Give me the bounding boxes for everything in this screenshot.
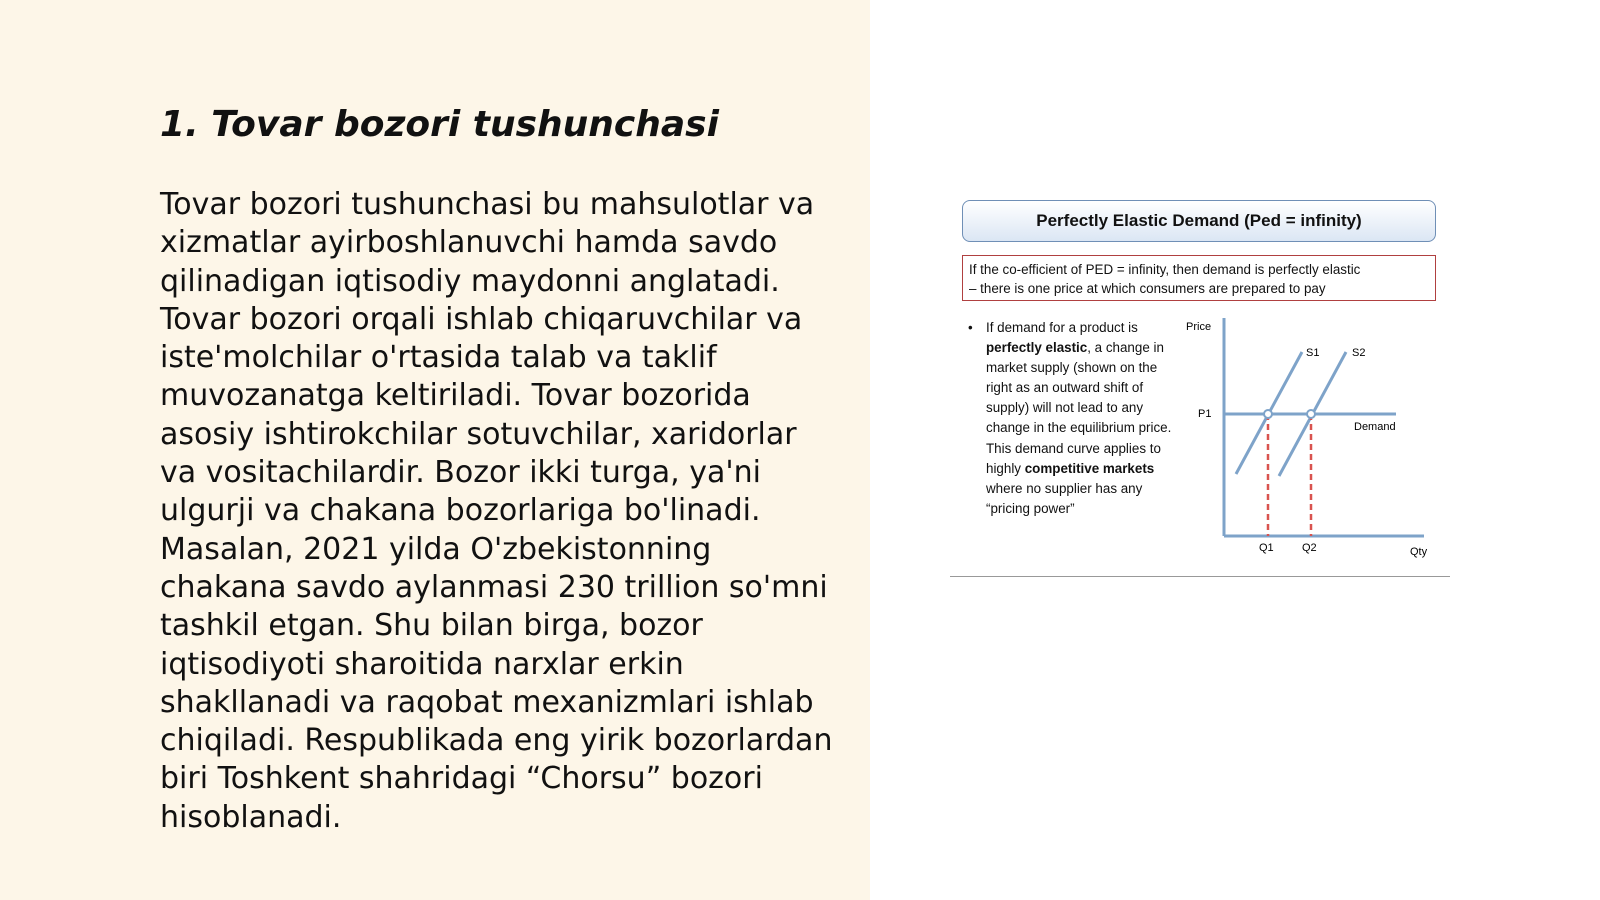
bullet-text-1: If demand for a product is [986,320,1138,335]
bullet-text [986,318,1176,519]
s2-label: S2 [1352,347,1366,359]
s1-label: S1 [1306,347,1320,359]
x-axis-label: Qty [1410,546,1428,558]
bullet-text-2: , a change in market supply (shown on the right as an outward shift of supply) will not lead to any change in the equilibrium price. This demand curve applies to highly [986,340,1172,476]
bullet-bold-1: perfectly elastic [986,340,1088,356]
p1-label: P1 [1198,408,1212,420]
y-axis-label: Price [1186,321,1212,333]
slide-body-text: Tovar bozori tushunchasi bu mahsulotlar va xizmatlar ayirboshlanuvchi hamda savdo qilinadigan iqtisodiy maydonni anglatadi. Tovar bozori orqali ishlab chiqaruvchilar va iste'molchilar o'rtasida talab va taklif muvozanatga keltiriladi. Tovar bozorida asosiy ishtirokchilar sotuvchilar, xaridorlar va vositachilardir. Bozor ikki turga, ya'ni ulgurji va chakana bozorlariga bo'linadi. Masalan, 2021 yilda O'zbekistonning chakana savdo aylanmasi 230 trillion so'mni tashkil etgan. Shu bilan birga, bozor iqtisodiyoti sharoitida narxlar erkin shakllanadi va raqobat mexanizmlari ishlab chiqiladi. Respublikada eng yirik bozorlardan biri Toshkent shahridagi “Chorsu” bozori hisoblanadi. [160,187,833,835]
equilibrium-point-1 [1264,410,1272,418]
bullet-bold-2: competitive markets [1024,460,1155,476]
definition-line-2: – there is one price at which consumers are prepared to pay [969,281,1326,296]
q1-label: Q1 [1259,542,1274,554]
figure-bottom-rule [950,576,1450,577]
demand-label: Demand [1354,421,1396,433]
figure-header-text: Perfectly Elastic Demand (Ped = infinity) [1036,211,1362,230]
slide-title: 1. Tovar bozori tushunchasi [160,104,719,145]
figure-definition-box [962,255,1436,301]
q2-label: Q2 [1302,542,1317,554]
equilibrium-point-2 [1307,410,1315,418]
bullet-text-3: where no supplier has any “pricing power” [986,480,1143,516]
bullet-dot-icon: • [968,320,973,335]
elasticity-figure [948,198,1454,580]
definition-line-1: If the co-efficient of PED = infinity, then demand is perfectly elastic [969,262,1361,277]
figure-header [962,200,1436,242]
elasticity-chart [1174,310,1444,570]
